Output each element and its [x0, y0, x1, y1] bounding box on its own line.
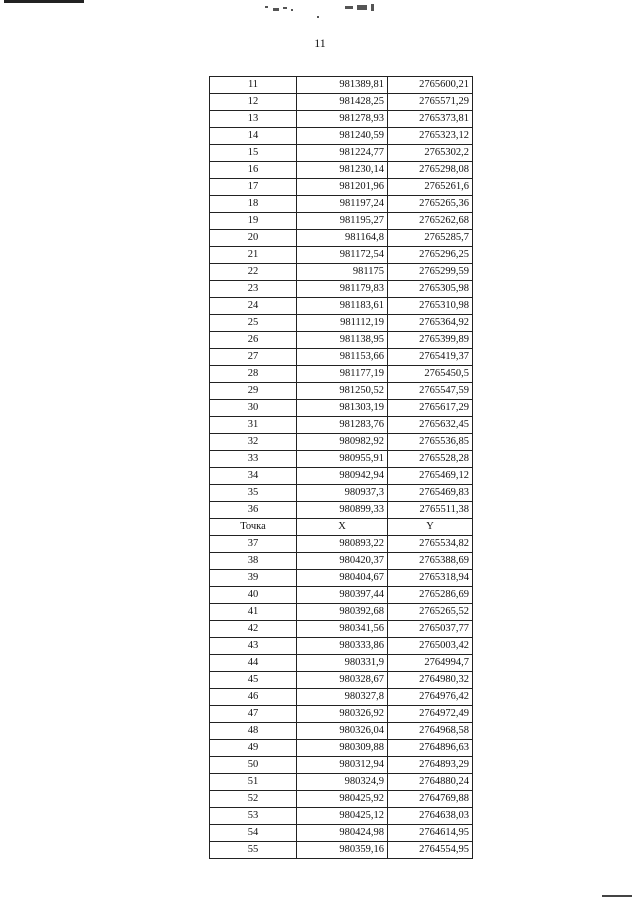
x-coordinate-cell: 980955,91 — [297, 451, 388, 468]
table-row — [210, 298, 473, 315]
point-cell: 31 — [210, 417, 297, 434]
table-row — [210, 485, 473, 502]
y-coordinate-cell: 2765296,25 — [388, 247, 473, 264]
y-coordinate-cell: 2765037,77 — [388, 621, 473, 638]
x-coordinate-cell: 980392,68 — [297, 604, 388, 621]
scan-edge-mark — [4, 0, 84, 3]
x-coordinate-cell: 980404,67 — [297, 570, 388, 587]
table-row — [210, 196, 473, 213]
x-coordinate-cell: 980312,94 — [297, 757, 388, 774]
y-coordinate-cell: 2764980,32 — [388, 672, 473, 689]
y-coordinate-cell: 2764769,88 — [388, 791, 473, 808]
table-row — [210, 536, 473, 553]
x-coordinate-cell: 981164,8 — [297, 230, 388, 247]
y-coordinate-cell: 2765617,29 — [388, 400, 473, 417]
table-row — [210, 281, 473, 298]
table-header-row — [210, 519, 473, 536]
x-coordinate-cell: 980893,22 — [297, 536, 388, 553]
y-coordinate-cell: 2765364,92 — [388, 315, 473, 332]
table-row — [210, 434, 473, 451]
y-coordinate-cell: 2765534,82 — [388, 536, 473, 553]
point-cell: 24 — [210, 298, 297, 315]
x-coordinate-cell: 980328,67 — [297, 672, 388, 689]
point-cell: 51 — [210, 774, 297, 791]
y-coordinate-cell: 2765600,21 — [388, 77, 473, 94]
point-cell: 54 — [210, 825, 297, 842]
y-coordinate-cell: 2765302,2 — [388, 145, 473, 162]
y-coordinate-cell: 2765265,52 — [388, 604, 473, 621]
x-coordinate-cell: 980937,3 — [297, 485, 388, 502]
point-cell: 35 — [210, 485, 297, 502]
point-cell: 53 — [210, 808, 297, 825]
point-cell: 55 — [210, 842, 297, 859]
point-cell: 12 — [210, 94, 297, 111]
x-coordinate-cell: 981197,24 — [297, 196, 388, 213]
y-coordinate-cell: 2764880,24 — [388, 774, 473, 791]
point-cell: 45 — [210, 672, 297, 689]
x-coordinate-cell: 981303,19 — [297, 400, 388, 417]
y-coordinate-cell: 2764976,42 — [388, 689, 473, 706]
x-coordinate-cell: 981389,81 — [297, 77, 388, 94]
y-coordinate-cell: 2764972,49 — [388, 706, 473, 723]
point-cell: 37 — [210, 536, 297, 553]
table-row — [210, 672, 473, 689]
table-row — [210, 587, 473, 604]
y-coordinate-cell: Y — [388, 519, 473, 536]
point-cell: 17 — [210, 179, 297, 196]
point-cell: 18 — [210, 196, 297, 213]
x-coordinate-cell: 980424,98 — [297, 825, 388, 842]
x-coordinate-cell: 980331,9 — [297, 655, 388, 672]
point-cell: 48 — [210, 723, 297, 740]
y-coordinate-cell: 2765318,94 — [388, 570, 473, 587]
table-row — [210, 230, 473, 247]
point-cell: 32 — [210, 434, 297, 451]
x-coordinate-cell: 981278,93 — [297, 111, 388, 128]
table-row — [210, 128, 473, 145]
x-coordinate-cell: 981195,27 — [297, 213, 388, 230]
x-coordinate-cell: 981153,66 — [297, 349, 388, 366]
x-coordinate-cell: 980397,44 — [297, 587, 388, 604]
table-row — [210, 94, 473, 111]
table-row — [210, 655, 473, 672]
x-coordinate-cell: 981112,19 — [297, 315, 388, 332]
x-coordinate-cell: 980341,56 — [297, 621, 388, 638]
y-coordinate-cell: 2765469,12 — [388, 468, 473, 485]
y-coordinate-cell: 2764896,63 — [388, 740, 473, 757]
y-coordinate-cell: 2765419,37 — [388, 349, 473, 366]
point-cell: 41 — [210, 604, 297, 621]
x-coordinate-cell: 981175 — [297, 264, 388, 281]
y-coordinate-cell: 2765298,08 — [388, 162, 473, 179]
point-cell: 49 — [210, 740, 297, 757]
point-cell: 33 — [210, 451, 297, 468]
x-coordinate-cell: 981283,76 — [297, 417, 388, 434]
y-coordinate-cell: 2765547,59 — [388, 383, 473, 400]
x-coordinate-cell: 980359,16 — [297, 842, 388, 859]
point-cell: 28 — [210, 366, 297, 383]
table-row — [210, 774, 473, 791]
x-coordinate-cell: 980309,88 — [297, 740, 388, 757]
point-cell: 23 — [210, 281, 297, 298]
point-cell: 13 — [210, 111, 297, 128]
y-coordinate-cell: 2765632,45 — [388, 417, 473, 434]
x-coordinate-cell: 980326,04 — [297, 723, 388, 740]
x-coordinate-cell: 981240,59 — [297, 128, 388, 145]
y-coordinate-cell: 2765286,69 — [388, 587, 473, 604]
point-cell: 36 — [210, 502, 297, 519]
table-row — [210, 689, 473, 706]
point-cell: 16 — [210, 162, 297, 179]
table-row — [210, 111, 473, 128]
y-coordinate-cell: 2765265,36 — [388, 196, 473, 213]
table-row — [210, 604, 473, 621]
y-coordinate-cell: 2765399,89 — [388, 332, 473, 349]
point-cell: 42 — [210, 621, 297, 638]
point-cell: 29 — [210, 383, 297, 400]
point-cell: 22 — [210, 264, 297, 281]
y-coordinate-cell: 2765310,98 — [388, 298, 473, 315]
x-coordinate-cell: 980333,86 — [297, 638, 388, 655]
y-coordinate-cell: 2765285,7 — [388, 230, 473, 247]
table-row — [210, 638, 473, 655]
table-row — [210, 740, 473, 757]
y-coordinate-cell: 2765450,5 — [388, 366, 473, 383]
table-row — [210, 468, 473, 485]
table-row — [210, 842, 473, 859]
point-cell: 26 — [210, 332, 297, 349]
table-row — [210, 825, 473, 842]
table-row — [210, 145, 473, 162]
point-cell: 30 — [210, 400, 297, 417]
table-row — [210, 706, 473, 723]
point-cell: 19 — [210, 213, 297, 230]
x-coordinate-cell: 981183,61 — [297, 298, 388, 315]
y-coordinate-cell: 2764968,58 — [388, 723, 473, 740]
table-row — [210, 808, 473, 825]
point-cell: 38 — [210, 553, 297, 570]
x-coordinate-cell: 980425,12 — [297, 808, 388, 825]
table-row — [210, 315, 473, 332]
coordinates-table — [209, 76, 473, 859]
point-cell: 34 — [210, 468, 297, 485]
y-coordinate-cell: 2764893,29 — [388, 757, 473, 774]
y-coordinate-cell: 2765528,28 — [388, 451, 473, 468]
table-row — [210, 621, 473, 638]
y-coordinate-cell: 2765469,83 — [388, 485, 473, 502]
x-coordinate-cell: 981250,52 — [297, 383, 388, 400]
point-cell: 14 — [210, 128, 297, 145]
point-cell: 21 — [210, 247, 297, 264]
table-row — [210, 77, 473, 94]
point-cell: 47 — [210, 706, 297, 723]
y-coordinate-cell: 2765261,6 — [388, 179, 473, 196]
table-row — [210, 757, 473, 774]
x-coordinate-cell: 980899,33 — [297, 502, 388, 519]
y-coordinate-cell: 2765571,29 — [388, 94, 473, 111]
point-cell: Точка — [210, 519, 297, 536]
x-coordinate-cell: 980420,37 — [297, 553, 388, 570]
x-coordinate-cell: 981172,54 — [297, 247, 388, 264]
table-row — [210, 723, 473, 740]
table-row — [210, 383, 473, 400]
x-coordinate-cell: 980327,8 — [297, 689, 388, 706]
scan-edge-mark — [602, 895, 632, 897]
table-row — [210, 162, 473, 179]
x-coordinate-cell: 981201,96 — [297, 179, 388, 196]
point-cell: 43 — [210, 638, 297, 655]
point-cell: 52 — [210, 791, 297, 808]
point-cell: 46 — [210, 689, 297, 706]
table-row — [210, 366, 473, 383]
x-coordinate-cell: 980326,92 — [297, 706, 388, 723]
table-row — [210, 502, 473, 519]
point-cell: 40 — [210, 587, 297, 604]
y-coordinate-cell: 2764614,95 — [388, 825, 473, 842]
x-coordinate-cell: 980324,9 — [297, 774, 388, 791]
point-cell: 39 — [210, 570, 297, 587]
table-row — [210, 451, 473, 468]
y-coordinate-cell: 2765511,38 — [388, 502, 473, 519]
table-row — [210, 553, 473, 570]
point-cell: 44 — [210, 655, 297, 672]
point-cell: 25 — [210, 315, 297, 332]
y-coordinate-cell: 2765305,98 — [388, 281, 473, 298]
x-coordinate-cell: 980982,92 — [297, 434, 388, 451]
y-coordinate-cell: 2765299,59 — [388, 264, 473, 281]
x-coordinate-cell: 981179,83 — [297, 281, 388, 298]
x-coordinate-cell: 980942,94 — [297, 468, 388, 485]
scan-noise — [225, 2, 425, 18]
point-cell: 20 — [210, 230, 297, 247]
x-coordinate-cell: X — [297, 519, 388, 536]
table-row — [210, 179, 473, 196]
table-row — [210, 349, 473, 366]
y-coordinate-cell: 2765262,68 — [388, 213, 473, 230]
x-coordinate-cell: 981224,77 — [297, 145, 388, 162]
point-cell: 11 — [210, 77, 297, 94]
point-cell: 50 — [210, 757, 297, 774]
table-row — [210, 213, 473, 230]
y-coordinate-cell: 2765388,69 — [388, 553, 473, 570]
table-row — [210, 400, 473, 417]
table-row — [210, 791, 473, 808]
x-coordinate-cell: 980425,92 — [297, 791, 388, 808]
table-row — [210, 247, 473, 264]
y-coordinate-cell: 2764638,03 — [388, 808, 473, 825]
x-coordinate-cell: 981138,95 — [297, 332, 388, 349]
y-coordinate-cell: 2765373,81 — [388, 111, 473, 128]
table-row — [210, 264, 473, 281]
table-row — [210, 332, 473, 349]
page-number: 11 — [314, 36, 326, 50]
y-coordinate-cell: 2765536,85 — [388, 434, 473, 451]
point-cell: 27 — [210, 349, 297, 366]
y-coordinate-cell: 2764994,7 — [388, 655, 473, 672]
x-coordinate-cell: 981230,14 — [297, 162, 388, 179]
point-cell: 15 — [210, 145, 297, 162]
table-row — [210, 570, 473, 587]
x-coordinate-cell: 981428,25 — [297, 94, 388, 111]
y-coordinate-cell: 2765003,42 — [388, 638, 473, 655]
y-coordinate-cell: 2765323,12 — [388, 128, 473, 145]
y-coordinate-cell: 2764554,95 — [388, 842, 473, 859]
x-coordinate-cell: 981177,19 — [297, 366, 388, 383]
table-row — [210, 417, 473, 434]
